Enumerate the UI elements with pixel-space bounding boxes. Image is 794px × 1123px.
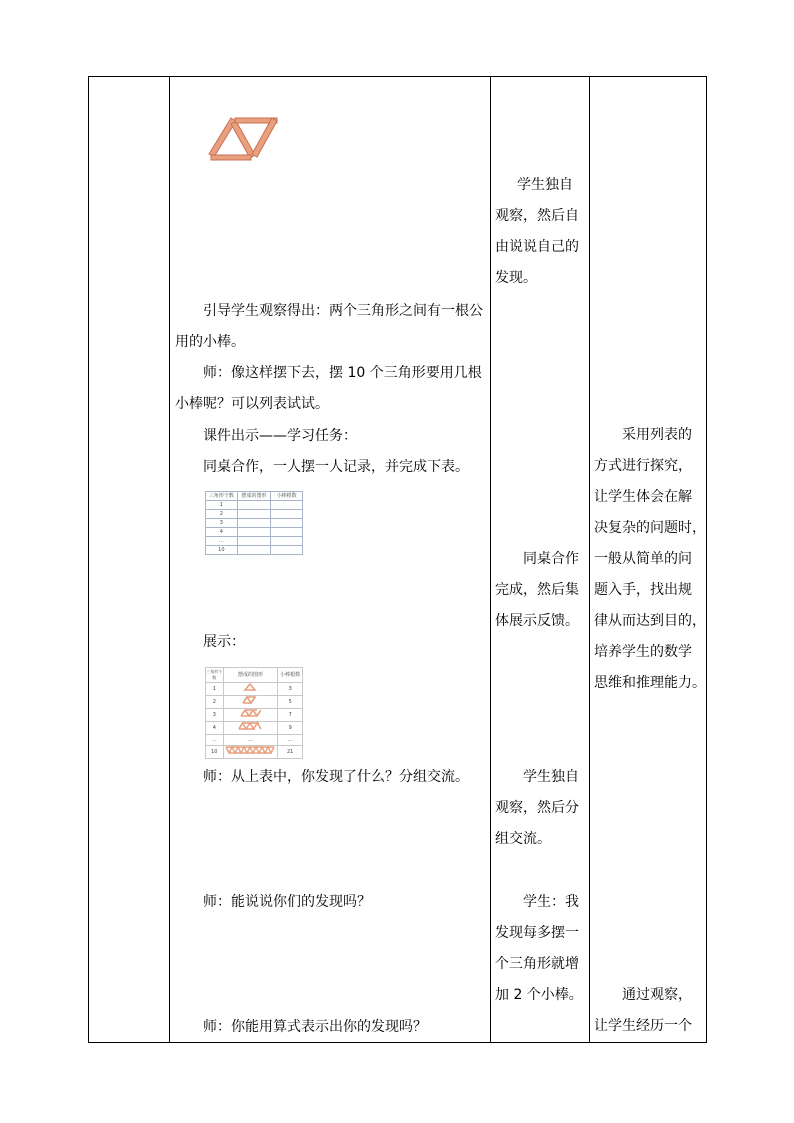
text-line: 组交流。 [495, 831, 551, 847]
teacher-text: 用的小棒。 [175, 334, 245, 350]
text-line: 体展示反馈。 [495, 613, 579, 629]
student-activity-1 [495, 170, 579, 294]
table-cell: 10 [206, 546, 238, 555]
header-cell: 摆成的图形 [223, 668, 278, 683]
text-line: 学生独自 [523, 769, 579, 785]
text-line: 加 2 个小棒。 [495, 987, 583, 1003]
text-line: 同桌合作 [523, 551, 579, 567]
triangle-shape-1 [243, 683, 257, 691]
student-activity-4 [495, 887, 583, 1011]
header-cell: 三角形个数 [206, 492, 238, 501]
shape-cell [223, 722, 278, 735]
text-line: 律从而达到目的， [594, 613, 706, 629]
shape-cell [223, 746, 278, 759]
header-cell: 摆成的图形 [237, 492, 271, 501]
text-line: 观察，然后自 [495, 208, 579, 224]
table-cell: 1 [206, 683, 224, 696]
text-line: 决复杂的问题时， [594, 520, 706, 536]
triangle-shape-10 [224, 746, 276, 754]
text-line: 学生：我 [523, 894, 579, 910]
text-line: 学生独自 [517, 177, 573, 193]
teacher-text: 师：从上表中，你发现了什么？分组交流。 [203, 769, 469, 785]
teacher-text: 展示： [203, 634, 245, 650]
teacher-text: 同桌合作，一人摆一人记录，并完成下表。 [203, 459, 469, 475]
column-divider [589, 77, 590, 1042]
table-cell: 4 [206, 528, 238, 537]
text-line: 完成，然后集 [495, 582, 579, 598]
table-cell: 10 [206, 746, 224, 759]
column-divider [490, 77, 491, 1042]
text-line: 发现每多摆一 [495, 925, 579, 941]
table-cell: 21 [278, 746, 303, 759]
shape-cell [223, 709, 278, 722]
text-line: 题入手，找出规 [594, 582, 692, 598]
table-cell: 2 [206, 510, 238, 519]
task-table [205, 491, 303, 555]
header-cell: 小棒根数 [278, 668, 303, 683]
text-line: 方式进行探究， [594, 458, 692, 474]
design-intent-2 [594, 980, 692, 1042]
triangle-shape-3 [239, 709, 261, 717]
text-line: 由说说自己的 [495, 239, 579, 255]
table-cell: 3 [206, 709, 224, 722]
text-line: 培养学生的数学 [594, 644, 692, 660]
shape-cell [223, 696, 278, 709]
teacher-text: 师：你能用算式表示出你的发现吗？ [203, 1019, 427, 1035]
two-triangles-stick-figure [205, 114, 281, 162]
triangle-shape-2 [241, 696, 259, 704]
text-line: 思维和推理能力。 [594, 675, 706, 691]
table-cell: 2 [206, 696, 224, 709]
teacher-text: 师：能说说你们的发现吗？ [203, 894, 371, 910]
teacher-text: 小棒呢？可以列表试试。 [175, 396, 329, 412]
header-cell: 三角形个数 [206, 668, 224, 683]
text-line: 一般从简单的问 [594, 551, 692, 567]
table-cell: 9 [278, 722, 303, 735]
teacher-text: 引导学生观察得出：两个三角形之间有一根公 [203, 303, 483, 319]
text-line: 通过观察， [622, 987, 692, 1003]
table-cell: 4 [206, 722, 224, 735]
result-table [205, 667, 303, 759]
table-cell: … [206, 537, 238, 546]
student-activity-2 [495, 544, 579, 637]
table-cell: … [278, 735, 303, 746]
table-cell: 3 [278, 683, 303, 696]
header-cell: 小棒根数 [271, 492, 303, 501]
text-line: 观察，然后分 [495, 800, 579, 816]
column-divider [169, 77, 170, 1042]
teacher-text: 课件出示——学习任务： [203, 428, 357, 444]
teacher-text: 师：像这样摆下去，摆 10 个三角形要用几根 [203, 365, 482, 381]
triangle-shape-4 [237, 722, 263, 730]
table-cell: 1 [206, 501, 238, 510]
text-line: 发现。 [495, 270, 537, 286]
student-activity-3 [495, 762, 579, 855]
text-line: 让学生体会在解 [594, 489, 692, 505]
table-cell: 7 [278, 709, 303, 722]
table-cell: … [206, 735, 224, 746]
table-cell: 3 [206, 519, 238, 528]
table-cell: … [223, 735, 278, 746]
shape-cell [223, 683, 278, 696]
table-cell: 5 [278, 696, 303, 709]
text-line: 让学生经历一个 [594, 1018, 692, 1034]
text-line: 个三角形就增 [495, 956, 579, 972]
design-intent-1 [594, 420, 706, 699]
text-line: 采用列表的 [622, 427, 692, 443]
